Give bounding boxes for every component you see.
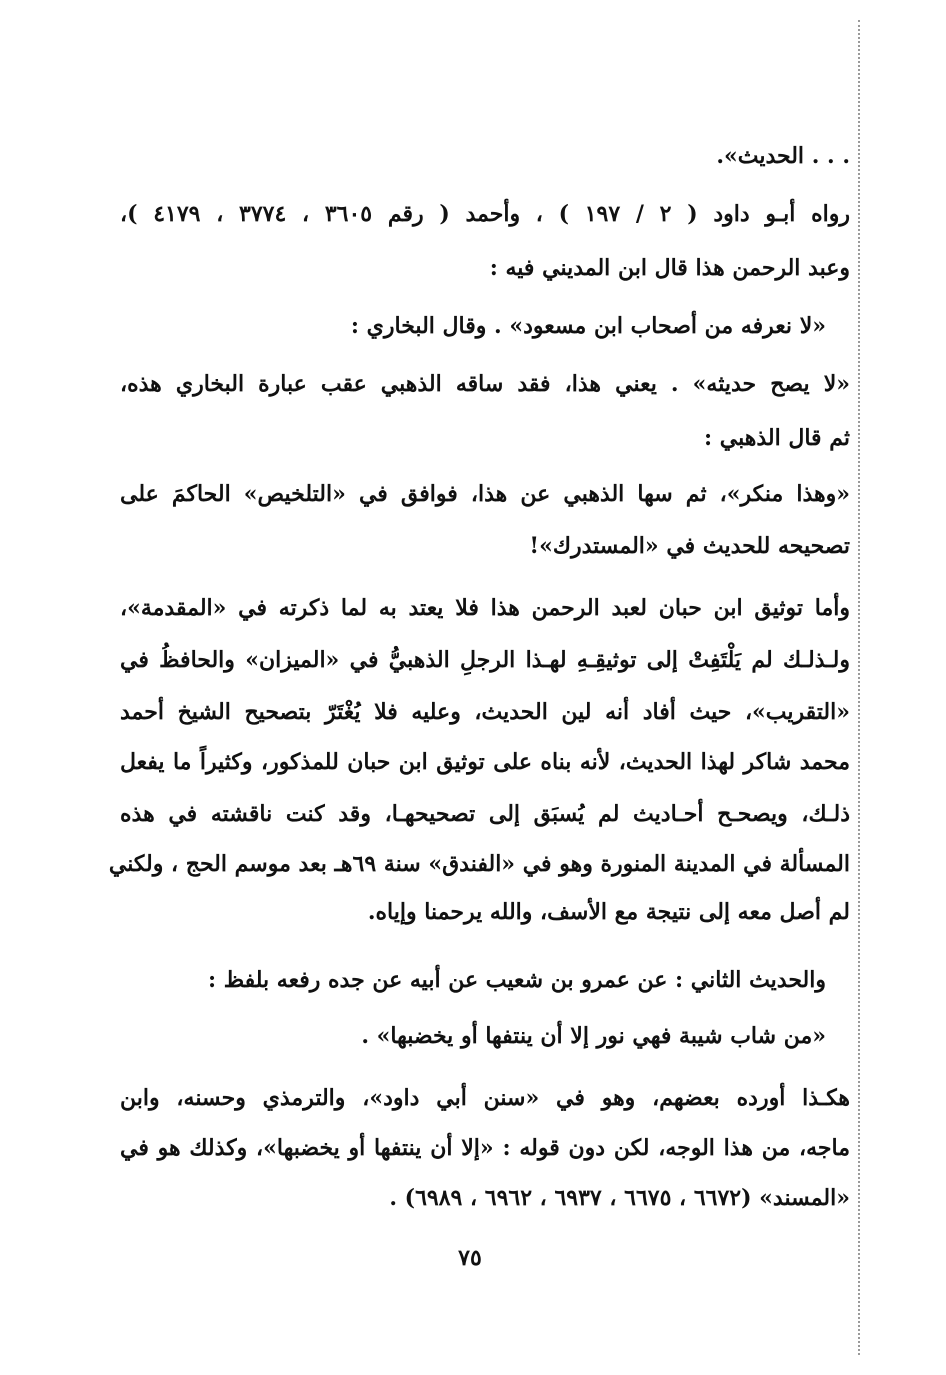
text-line: . . . الحديث». <box>716 143 850 169</box>
text-line: ماجه، من هذا الوجه، لكن دون قوله : «إلا أن ينتفها أو يخضبها»، وكذلك هو في <box>120 1135 850 1161</box>
page-number: ٧٥ <box>458 1245 482 1271</box>
text-line: «لا نعرفه من أصحاب ابن مسعود» . وقال البخاري : <box>350 313 826 339</box>
text-line: المسألة في المدينة المنورة وهو في «الفندق» سنة ٦٩هـ بعد موسم الحج ، ولكني <box>108 851 850 877</box>
text-line: ثم قال الذهبي : <box>703 425 850 451</box>
margin-dotted-rule <box>858 20 860 1355</box>
text-line: ولـذلـك لم يَلْتَفِتْ إلى توثيقِـهِ لهـذا الرجلِ الذهبيُّ في «الميزان» والحافظُ في <box>120 647 850 673</box>
text-line: محمد شاكر لهذا الحديث، لأنه بناه على توثيق ابن حبان للمذكور، وكثيراً ما يفعل <box>120 749 850 775</box>
text-line: وعبد الرحمن هذا قال ابن المديني فيه : <box>489 255 850 281</box>
text-line: والحديث الثاني : عن عمرو بن شعيب عن أبيه عن جده رفعه بلفظ : <box>207 967 826 993</box>
text-line: «من شاب شيبة فهي نور إلا أن ينتفها أو يخضبها» . <box>361 1023 826 1049</box>
text-line: وأما توثيق ابن حبان لعبد الرحمن هذا فلا يعتد به لما ذكرته في «المقدمة»، <box>120 595 850 621</box>
text-line: ذلـك، ويصحـح أحـاديث لم يُسبَق إلى تصحيحهـا، وقد كنت ناقشته في هذه <box>120 801 850 827</box>
text-line: هكـذا أورده بعضهم، وهو في «سنن أبي داود»، والترمذي وحسنه، وابن <box>120 1085 850 1111</box>
text-line: لم أصل معه إلى نتيجة مع الأسف، والله يرحمنا وإياه. <box>367 899 850 925</box>
text-line: رواه أبـو داود ( ٢ / ١٩٧ ) ، وأحمد ( رقم ٣٦٠٥ ، ٣٧٧٤ ، ٤١٧٩ )، <box>120 201 851 227</box>
text-line: «وهذا منكر»، ثم سها الذهبي عن هذا، فوافق في «التلخيص» الحاكمَ على <box>120 481 850 507</box>
text-line: «لا يصح حديثه» . يعني هذا، فقد ساقه الذهبي عقب عبارة البخاري هذه، <box>120 371 850 397</box>
text-line: تصحيحه للحديث في «المستدرك»! <box>529 533 850 559</box>
text-line: «المسند» (٦٦٧٢ ، ٦٦٧٥ ، ٦٩٣٧ ، ٦٩٦٢ ، ٦٩٨٩) . <box>389 1185 850 1211</box>
text-line: «التقريب»، حيث أفاد أنه لين الحديث، وعليه فلا يُغْتَرّ بتصحيح الشيخ أحمد <box>120 699 850 725</box>
